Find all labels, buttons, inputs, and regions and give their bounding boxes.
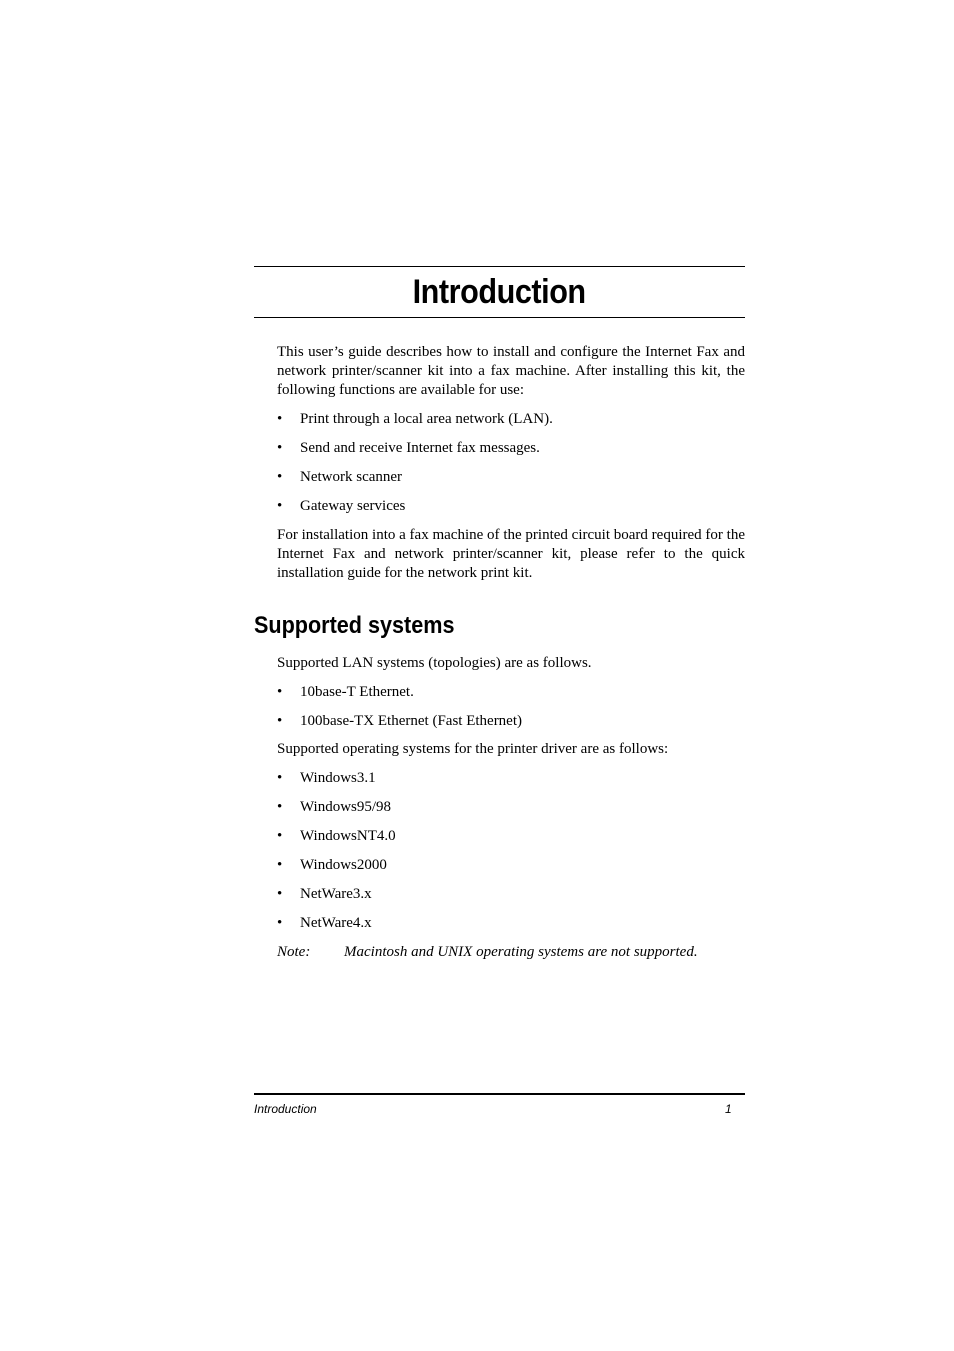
os-item-text: Windows2000 (300, 857, 387, 873)
installation-paragraph: For installation into a fax machine of the printed circuit board required for the Internet Fax and network printer/scanner kit, please refer to the quick installation guide for the network print kit. (277, 527, 745, 581)
bullet-icon: • (277, 886, 283, 902)
function-item-text: Gateway services (300, 498, 406, 514)
os-intro-text: Supported operating systems for the printer driver are as follows: (277, 741, 669, 757)
function-item-text: Network scanner (300, 469, 403, 485)
bullet-icon: • (277, 498, 283, 514)
function-item-text: Print through a local area network (LAN). (300, 411, 553, 427)
os-item-text: NetWare4.x (300, 915, 372, 931)
note-label: Note: (277, 944, 311, 960)
bullet-icon: • (277, 857, 283, 873)
intro-paragraph: This user’s guide describes how to install and configure the Internet Fax and network printer/scanner kit into a fax machine. After installing this kit, the following functions are available for use: (277, 344, 745, 398)
lan-item-text: 10base-T Ethernet. (300, 684, 414, 700)
bullet-icon: • (277, 440, 283, 456)
footer-rule (254, 1093, 745, 1095)
bullet-icon: • (277, 915, 283, 931)
os-item-text: Windows3.1 (300, 770, 376, 786)
footer-page-number: 1 (725, 1102, 732, 1116)
bullet-icon: • (277, 684, 283, 700)
lan-intro-text: Supported LAN systems (topologies) are as follows. (277, 655, 592, 671)
footer-section-name: Introduction (254, 1102, 317, 1116)
os-item-text: WindowsNT4.0 (300, 828, 396, 844)
chapter-title: Introduction (412, 272, 587, 311)
bullet-icon: • (277, 828, 283, 844)
chapter-title-block (254, 266, 745, 318)
section-heading: Supported systems (254, 612, 455, 639)
os-item-text: NetWare3.x (300, 886, 372, 902)
function-item-text: Send and receive Internet fax messages. (300, 440, 540, 456)
bullet-icon: • (277, 799, 283, 815)
bullet-icon: • (277, 713, 283, 729)
lan-item-text: 100base-TX Ethernet (Fast Ethernet) (300, 713, 523, 729)
note-text: Macintosh and UNIX operating systems are not supported. (344, 944, 698, 960)
bullet-icon: • (277, 411, 283, 427)
bullet-icon: • (277, 469, 283, 485)
os-item-text: Windows95/98 (300, 799, 392, 815)
bullet-icon: • (277, 770, 283, 786)
